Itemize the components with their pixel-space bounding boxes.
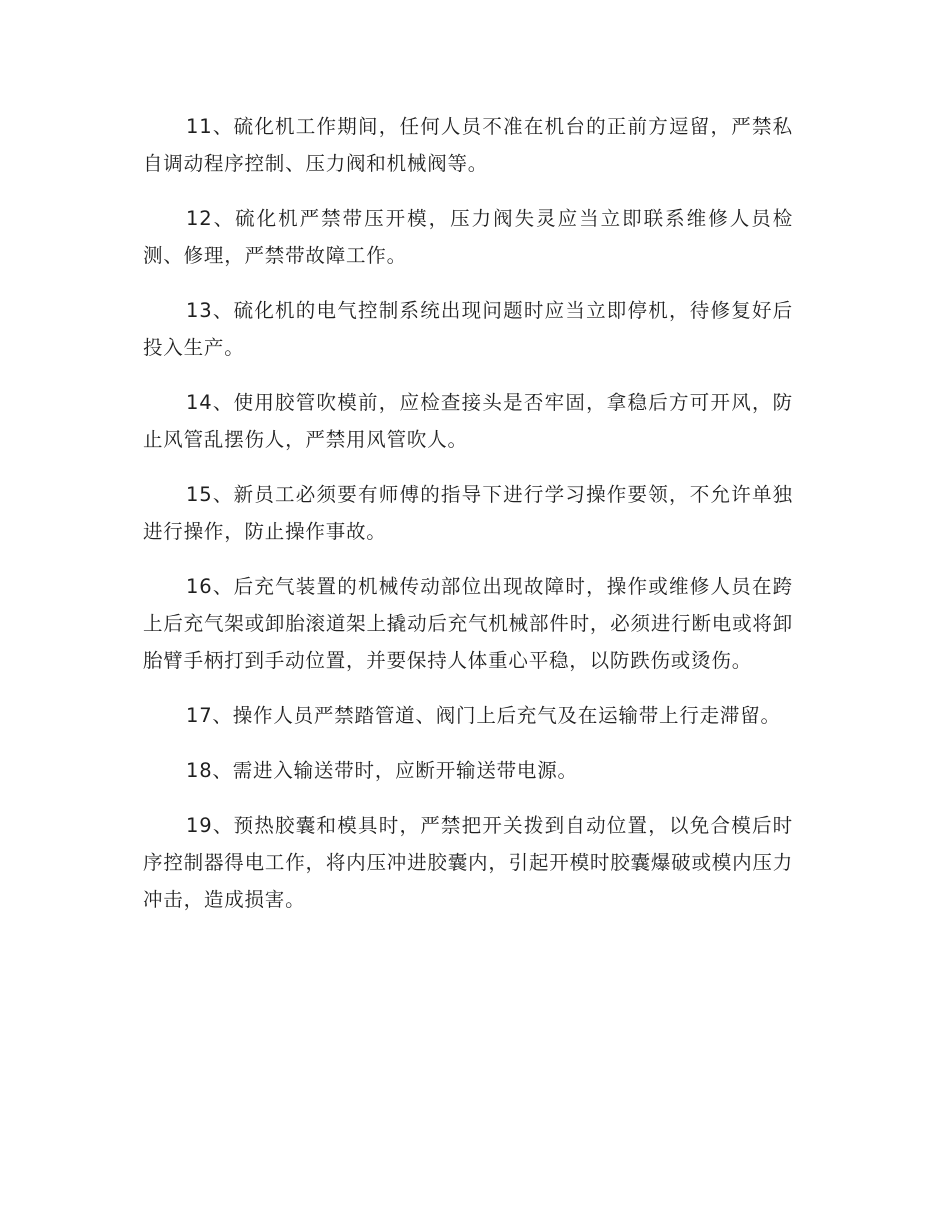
paragraph-14: 14、使用胶管吹模前，应检查接头是否牢固，拿稳后方可开风，防止风管乱摆伤人，严禁用风管吹人。 <box>143 391 793 451</box>
paragraph-18: 18、需进入输送带时，应断开输送带电源。 <box>186 759 578 782</box>
paragraph-15: 15、新员工必须要有师傅的指导下进行学习操作要领，不允许单独进行操作，防止操作事故。 <box>143 483 793 543</box>
document-body <box>143 108 793 936</box>
paragraph-11: 11、硫化机工作期间，任何人员不准在机台的正前方逗留，严禁私自调动程序控制、压力阀和机械阀等。 <box>143 115 793 175</box>
paragraph-17: 17、操作人员严禁踏管道、阀门上后充气及在运输带上行走滞留。 <box>186 704 781 727</box>
paragraph-13: 13、硫化机的电气控制系统出现问题时应当立即停机，待修复好后投入生产。 <box>143 299 793 359</box>
paragraph-16: 16、后充气装置的机械传动部位出现故障时，操作或维修人员在跨上后充气架或卸胎滚道架上撬动后充气机械部件时，必须进行断电或将卸胎臂手柄打到手动位置，并要保持人体重心平稳，以防跌伤或烫伤。 <box>143 575 793 672</box>
paragraph-12: 12、硫化机严禁带压开模，压力阀失灵应当立即联系维修人员检测、修理，严禁带故障工作。 <box>143 207 793 267</box>
paragraph-19: 19、预热胶囊和模具时，严禁把开关拨到自动位置，以免合模后时序控制器得电工作，将内压冲进胶囊内，引起开模时胶囊爆破或模内压力冲击，造成损害。 <box>143 814 793 911</box>
